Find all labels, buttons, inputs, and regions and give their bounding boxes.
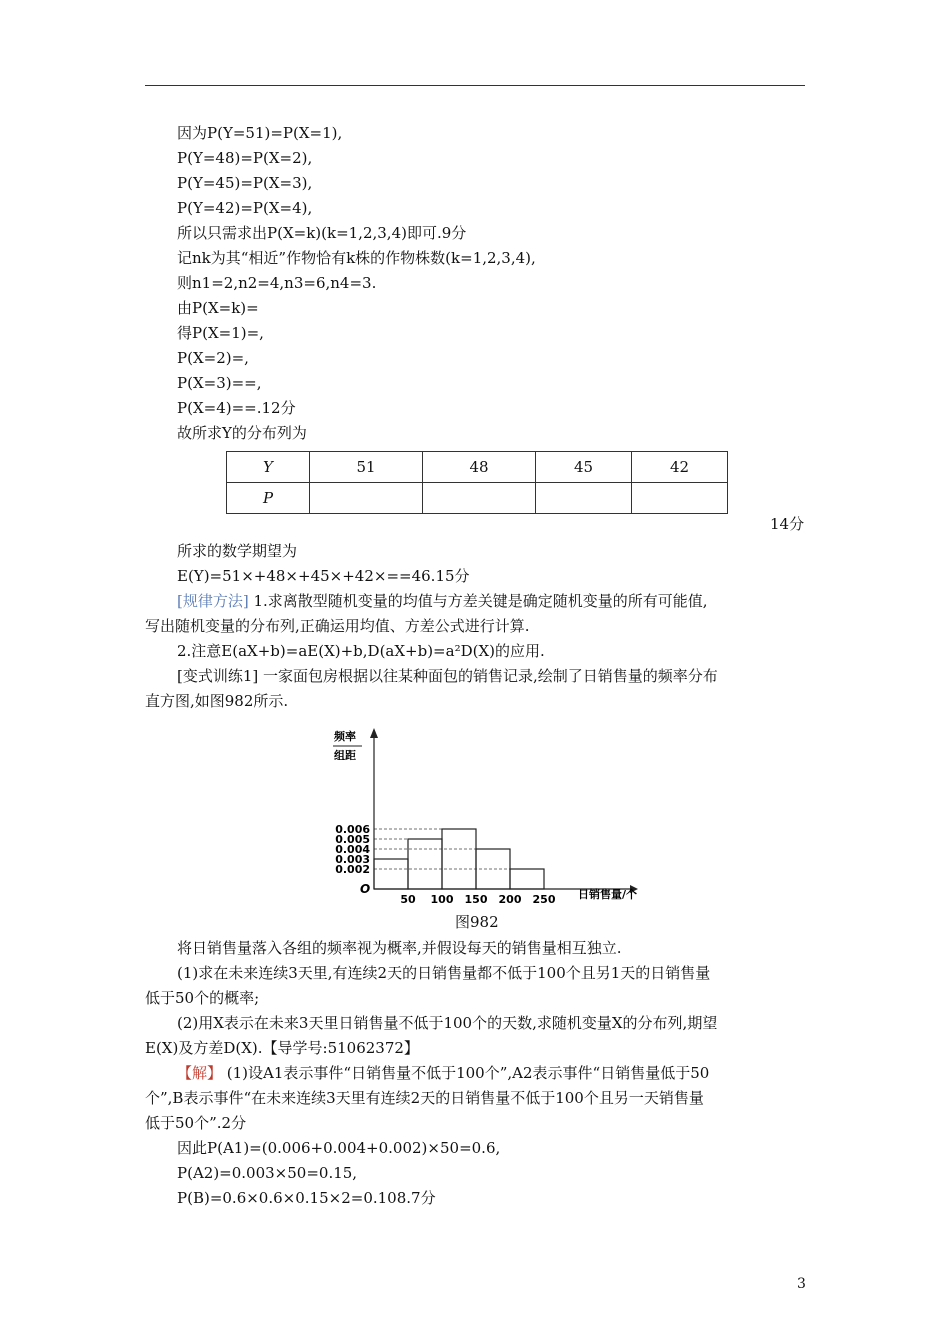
text-line: (2)用X表示在未来3天里日销售量不低于100个的天数,求随机变量X的分布列,期望 bbox=[177, 1014, 718, 1032]
text-line: 写出随机变量的分布列,正确运用均值、方差公式进行计算. bbox=[145, 617, 530, 635]
y-tick-label: 0.004 bbox=[335, 843, 370, 856]
x-tick-label: 200 bbox=[498, 893, 522, 906]
text-line: 记nk为其“相近”作物恰有k株的作物株数(k=1,2,3,4), bbox=[177, 249, 536, 267]
distribution-table bbox=[226, 451, 728, 514]
table-cell bbox=[423, 483, 536, 514]
table-cell bbox=[310, 483, 423, 514]
table-row bbox=[227, 452, 728, 483]
frequency-histogram bbox=[330, 722, 660, 907]
table-cell: Y bbox=[227, 452, 310, 483]
text-line: P(A2)=0.003×50=0.15, bbox=[177, 1164, 358, 1182]
histogram-bar-1 bbox=[408, 839, 442, 889]
text-span: (1)设A1表示事件“日销售量不低于100个”,A2表示事件“日销售量低于50 bbox=[222, 1064, 710, 1082]
text-line: 低于50个”.2分 bbox=[145, 1114, 247, 1132]
histogram-bar-2 bbox=[442, 829, 476, 889]
text-line: P(X=3)==, bbox=[177, 374, 262, 392]
text-line: 得P(X=1)=, bbox=[177, 324, 264, 342]
text-line: 因为P(Y=51)=P(X=1), bbox=[177, 124, 343, 142]
text-line: P(Y=48)=P(X=2), bbox=[177, 149, 313, 167]
x-tick-label: 100 bbox=[430, 893, 454, 906]
text-line: (1)求在未来连续3天里,有连续2天的日销售量都不低于100个且另1天的日销售量 bbox=[177, 964, 711, 982]
text-line: 则n1=2,n2=4,n3=6,n4=3. bbox=[177, 274, 377, 292]
score-note: 14分 bbox=[770, 515, 805, 533]
table-cell: 45 bbox=[536, 452, 632, 483]
text-line: 低于50个的概率; bbox=[145, 989, 260, 1007]
x-tick-label: 50 bbox=[400, 893, 416, 906]
header-rule bbox=[145, 85, 805, 86]
text-line bbox=[177, 1063, 709, 1083]
y-tick-labels bbox=[335, 823, 370, 876]
histogram-bar-0 bbox=[374, 859, 408, 889]
table-cell: 42 bbox=[632, 452, 728, 483]
histogram-bars bbox=[374, 829, 544, 889]
x-tick-labels bbox=[400, 893, 555, 906]
table-cell bbox=[536, 483, 632, 514]
x-axis-label: 日销售量/个 bbox=[578, 888, 638, 901]
text-line: E(X)及方差D(X).【导学号:51062372】 bbox=[145, 1039, 419, 1057]
x-tick-label: 150 bbox=[464, 893, 488, 906]
y-tick-label: 0.003 bbox=[335, 853, 370, 866]
text-line: P(Y=45)=P(X=3), bbox=[177, 174, 313, 192]
table-cell: P bbox=[227, 483, 310, 514]
page-number: 3 bbox=[797, 1276, 806, 1292]
text-line: 故所求Y的分布列为 bbox=[177, 424, 307, 442]
text-line: P(B)=0.6×0.6×0.15×2=0.108.7分 bbox=[177, 1189, 436, 1207]
text-line: E(Y)=51×+48×+45×+42×==46.15分 bbox=[177, 567, 470, 585]
method-tag: [规律方法] bbox=[177, 592, 249, 610]
text-line: P(X=4)==.12分 bbox=[177, 399, 296, 417]
table-row bbox=[227, 483, 728, 514]
text-line: 将日销售量落入各组的频率视为概率,并假设每天的销售量相互独立. bbox=[177, 939, 622, 957]
figure-caption: 图982 bbox=[455, 913, 499, 931]
y-label-bottom: 组距 bbox=[334, 749, 356, 762]
text-line: 个”,B表示事件“在未来连续3天里有连续2天的日销售量不低于100个且另一天销售量 bbox=[145, 1089, 704, 1107]
text-line: 因此P(A1)=(0.006+0.004+0.002)×50=0.6, bbox=[177, 1139, 501, 1157]
text-line: P(X=2)=, bbox=[177, 349, 249, 367]
histogram-bar-4 bbox=[510, 869, 544, 889]
table-cell: 51 bbox=[310, 452, 423, 483]
text-line: 由P(X=k)= bbox=[177, 299, 259, 317]
y-label-top: 频率 bbox=[334, 730, 356, 743]
y-tick-label: 0.005 bbox=[335, 833, 370, 846]
table-cell: 48 bbox=[423, 452, 536, 483]
text-line bbox=[177, 591, 708, 611]
y-tick-label: 0.006 bbox=[335, 823, 370, 836]
solution-tag: 【解】 bbox=[177, 1064, 223, 1082]
text-line: [变式训练1] 一家面包房根据以往某种面包的销售记录,绘制了日销售量的频率分布 bbox=[177, 667, 718, 685]
origin-label: O bbox=[360, 882, 371, 896]
text-line: 所求的数学期望为 bbox=[177, 542, 298, 560]
text-line: 所以只需求出P(X=k)(k=1,2,3,4)即可.9分 bbox=[177, 224, 467, 242]
y-axis-arrow-icon bbox=[370, 728, 378, 738]
x-tick-label: 250 bbox=[532, 893, 556, 906]
table-cell bbox=[632, 483, 728, 514]
text-span: 1.求离散型随机变量的均值与方差关键是确定随机变量的所有可能值, bbox=[248, 592, 708, 610]
text-line: P(Y=42)=P(X=4), bbox=[177, 199, 313, 217]
text-line: 2.注意E(aX+b)=aE(X)+b,D(aX+b)=a²D(X)的应用. bbox=[177, 642, 545, 660]
text-line: 直方图,如图982所示. bbox=[145, 692, 289, 710]
y-tick-label: 0.002 bbox=[335, 863, 370, 876]
